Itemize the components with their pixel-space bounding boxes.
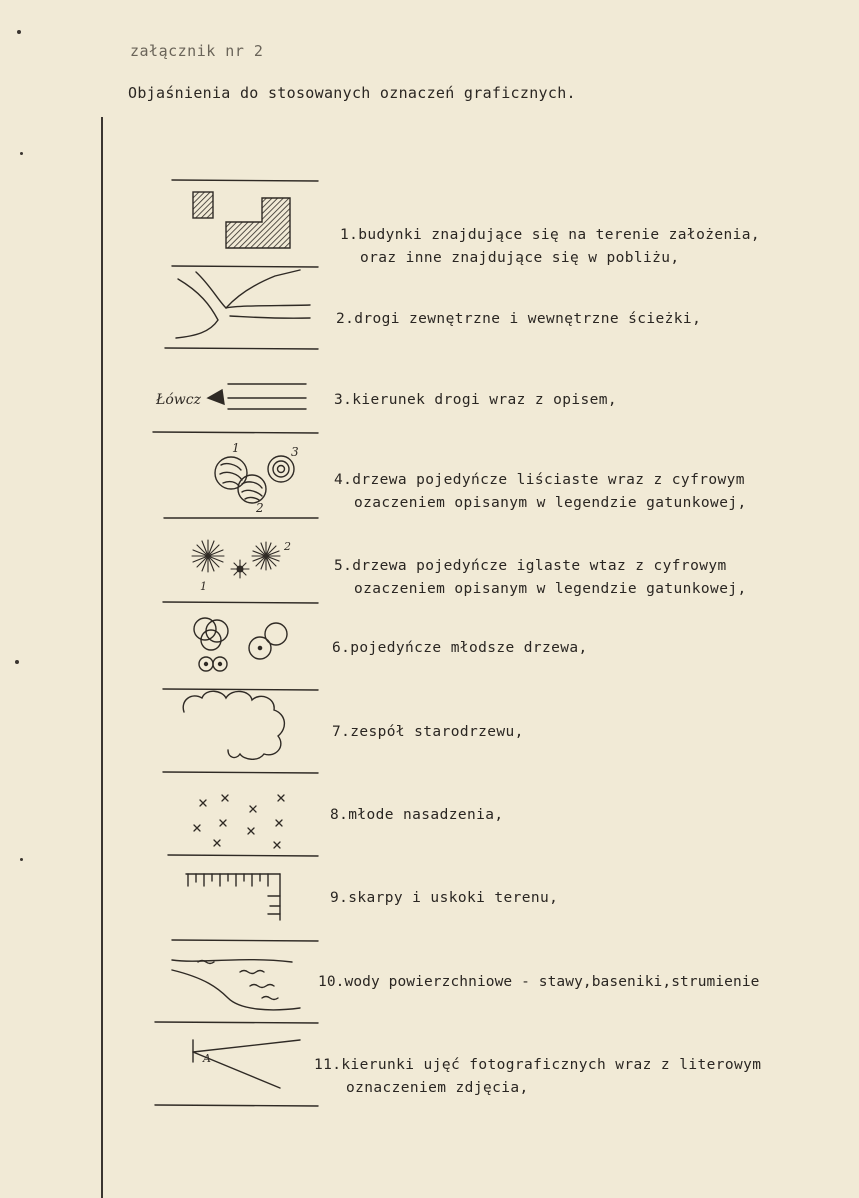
separator-line bbox=[163, 602, 318, 603]
conifer-tree-symbol bbox=[192, 540, 280, 578]
separator-line bbox=[172, 266, 318, 267]
legend-item-3 bbox=[334, 389, 617, 412]
separator-line bbox=[168, 855, 318, 856]
legend-item-11 bbox=[314, 1054, 761, 1100]
attachment-label: załącznik nr 2 bbox=[130, 42, 264, 60]
page-title: Objaśnienia do stosowanych oznaczeń graficznych. bbox=[128, 84, 576, 102]
legend-item-9 bbox=[330, 887, 558, 910]
legend-text: kierunki ujęć fotograficznych wraz z literowym bbox=[341, 1057, 762, 1073]
building-symbol bbox=[193, 192, 290, 248]
legend-number: 8. bbox=[330, 807, 349, 823]
separator-line bbox=[153, 432, 318, 433]
young-planting-symbol bbox=[194, 795, 284, 848]
conifer-number-1: 1 bbox=[200, 580, 207, 593]
legend-text-cont: ozaczeniem opisanym w legendzie gatunkowej, bbox=[354, 581, 747, 597]
legend-text: wody powierzchniowe - stawy,baseniki,strumienie bbox=[344, 974, 760, 990]
legend-number: 5. bbox=[334, 558, 353, 574]
road-symbol bbox=[176, 270, 310, 338]
separator-line bbox=[163, 689, 318, 690]
legend-text: drogi zewnętrzne i wewnętrzne ścieżki, bbox=[354, 311, 702, 327]
water-symbol bbox=[172, 960, 300, 1010]
legend-item-8 bbox=[330, 804, 503, 827]
legend-text: drzewa pojedyńcze liściaste wraz z cyfrowym bbox=[352, 472, 745, 488]
old-growth-symbol bbox=[183, 691, 284, 759]
separator-line bbox=[165, 348, 318, 349]
legend-number: 4. bbox=[334, 472, 353, 488]
deciduous-tree-symbol bbox=[215, 456, 294, 503]
legend-text: drzewa pojedyńcze iglaste wtaz z cyfrowym bbox=[352, 558, 727, 574]
legend-number: 11. bbox=[314, 1057, 342, 1073]
legend-number: 6. bbox=[332, 640, 351, 656]
legend-item-6 bbox=[332, 637, 588, 660]
legend-item-10 bbox=[318, 971, 760, 994]
tree-number-3: 3 bbox=[291, 445, 299, 459]
legend-text-cont: oraz inne znajdujące się w pobliżu, bbox=[360, 250, 680, 266]
separator-line bbox=[163, 772, 318, 773]
legend-text-cont: oznaczeniem zdjęcia, bbox=[346, 1080, 529, 1096]
legend-item-2 bbox=[336, 308, 701, 331]
legend-item-4 bbox=[334, 469, 747, 515]
legend-text: budynki znajdujące się na terenie założenia, bbox=[358, 227, 760, 243]
legend-text: zespół starodrzewu, bbox=[350, 724, 524, 740]
young-tree-symbol bbox=[194, 618, 287, 671]
legend-text: kierunek drogi wraz z opisem, bbox=[352, 392, 618, 408]
legend-number: 1. bbox=[340, 227, 359, 243]
escarpment-symbol bbox=[186, 874, 280, 920]
photo-letter: A bbox=[203, 1052, 211, 1065]
separator-line bbox=[172, 180, 318, 181]
legend-text-cont: ozaczeniem opisanym w legendzie gatunkowej, bbox=[354, 495, 747, 511]
legend-number: 2. bbox=[336, 311, 355, 327]
legend-number: 7. bbox=[332, 724, 351, 740]
separator-line bbox=[155, 1105, 318, 1106]
conifer-number-2: 2 bbox=[284, 540, 291, 553]
legend-number: 10. bbox=[318, 974, 345, 990]
tree-number-1: 1 bbox=[232, 441, 240, 455]
legend-text: skarpy i uskoki terenu, bbox=[348, 890, 559, 906]
separator-line bbox=[172, 940, 318, 941]
road-direction-symbol bbox=[208, 384, 306, 409]
road-name-label: Łówcz bbox=[156, 392, 201, 408]
legend-item-7 bbox=[332, 721, 524, 744]
legend-text: młode nasadzenia, bbox=[348, 807, 504, 823]
separator-line bbox=[155, 1022, 318, 1023]
legend-text: pojedyńcze młodsze drzewa, bbox=[350, 640, 588, 656]
legend-item-5 bbox=[334, 555, 747, 601]
legend-number: 3. bbox=[334, 392, 353, 408]
legend-item-1 bbox=[340, 224, 760, 270]
tree-number-2: 2 bbox=[256, 501, 264, 515]
legend-number: 9. bbox=[330, 890, 349, 906]
